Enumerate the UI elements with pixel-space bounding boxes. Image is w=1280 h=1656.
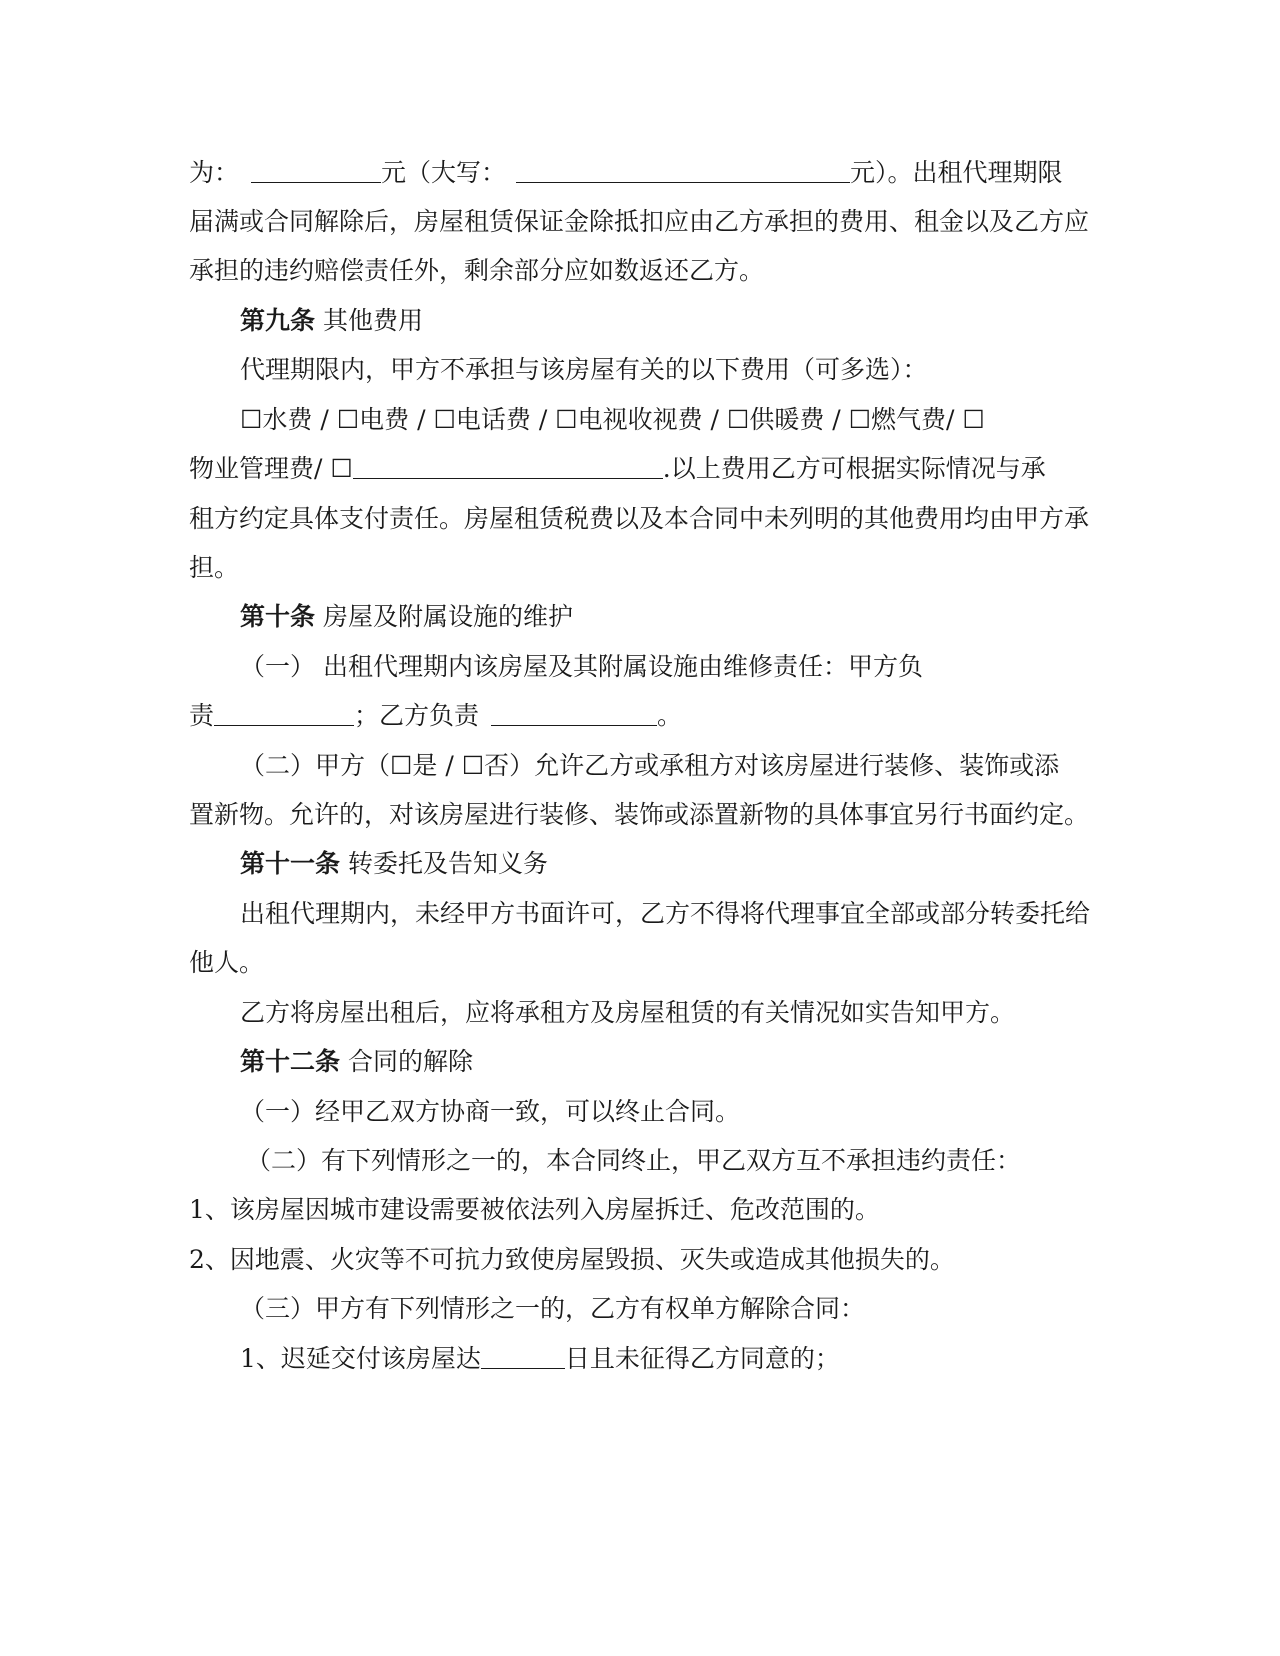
clause-line: 置新物。允许的，对该房屋进行装修、装饰或添置新物的具体事宜另行书面约定。 — [189, 800, 1090, 829]
party-a-blank — [214, 701, 354, 726]
text: 元（大写： — [381, 158, 507, 187]
article-title: 其他费用 — [322, 306, 423, 335]
fee-options-line — [189, 453, 1046, 485]
text: 。 — [657, 701, 683, 730]
paragraph-line: 出租代理期内，未经甲方书面许可，乙方不得将代理事宜全部或部分转委托给 — [240, 899, 1091, 928]
clause-line: （二）甲方（☐是 / ☐否）允许乙方或承租方对该房屋进行装修、装饰或添 — [240, 751, 1060, 780]
days-blank — [481, 1344, 565, 1369]
text: 物业管理费/ ☐ — [189, 454, 353, 483]
article-number: 第十条 — [240, 602, 316, 631]
article-title: 房屋及附属设施的维护 — [322, 602, 573, 631]
text: 责 — [189, 701, 215, 730]
article-number: 第十一条 — [240, 849, 341, 878]
text: 元）。出租代理期限 — [850, 158, 1063, 187]
other-fee-blank — [353, 454, 663, 479]
fee-options-line: ☐水费 / ☐电费 / ☐电话费 / ☐电视收视费 / ☐供暖费 / ☐燃气费/ ☐ — [240, 405, 985, 434]
article-number: 第十二条 — [240, 1047, 341, 1076]
article-title: 合同的解除 — [347, 1047, 473, 1076]
party-b-blank — [491, 701, 657, 726]
paragraph-line: 代理期限内，甲方不承担与该房屋有关的以下费用（可多选）： — [240, 355, 928, 384]
article-9-heading — [240, 305, 423, 337]
clause-line: （二）有下列情形之一的，本合同终止，甲乙双方互不承担违约责任： — [246, 1146, 1022, 1175]
amount-in-words-blank — [516, 158, 850, 183]
text: 1、迟延交付该房屋达 — [240, 1344, 481, 1373]
amount-blank — [251, 158, 381, 183]
clause-line: （一）经甲乙双方协商一致，可以终止合同。 — [240, 1097, 741, 1126]
text: 日且未征得乙方同意的； — [564, 1344, 840, 1373]
paragraph-line: 乙方将房屋出租后，应将承租方及房屋租赁的有关情况如实告知甲方。 — [240, 998, 1016, 1027]
deposit-line — [189, 157, 1063, 189]
article-11-heading — [240, 848, 548, 880]
list-item: 1、该房屋因城市建设需要被依法列入房屋拆迁、危改范围的。 — [189, 1195, 880, 1224]
article-number: 第九条 — [240, 306, 316, 335]
article-title: 转委托及告知义务 — [347, 849, 548, 878]
clause-line: （三）甲方有下列情形之一的，乙方有权单方解除合同： — [240, 1294, 866, 1323]
article-10-heading — [240, 601, 573, 633]
paragraph-line: 他人。 — [189, 948, 265, 977]
paragraph-line: 担。 — [189, 553, 240, 582]
clause-line — [189, 700, 682, 732]
list-item — [240, 1343, 840, 1375]
text: 为： — [189, 158, 240, 187]
text: ；乙方负责 — [354, 701, 480, 730]
paragraph-line: 承担的违约赔偿责任外，剩余部分应如数返还乙方。 — [189, 256, 765, 285]
article-12-heading — [240, 1046, 473, 1078]
list-item: 2、因地震、火灾等不可抗力致使房屋毁损、灭失或造成其他损失的。 — [189, 1245, 955, 1274]
paragraph-line: 租方约定具体支付责任。房屋租赁税费以及本合同中未列明的其他费用均由甲方承 — [189, 504, 1090, 533]
text: .以上费用乙方可根据实际情况与承 — [662, 454, 1046, 483]
clause-line: （一） 出租代理期内该房屋及其附属设施由维修责任：甲方负 — [240, 652, 923, 681]
paragraph-line: 届满或合同解除后，房屋租赁保证金除抵扣应由乙方承担的费用、租金以及乙方应 — [189, 207, 1090, 236]
